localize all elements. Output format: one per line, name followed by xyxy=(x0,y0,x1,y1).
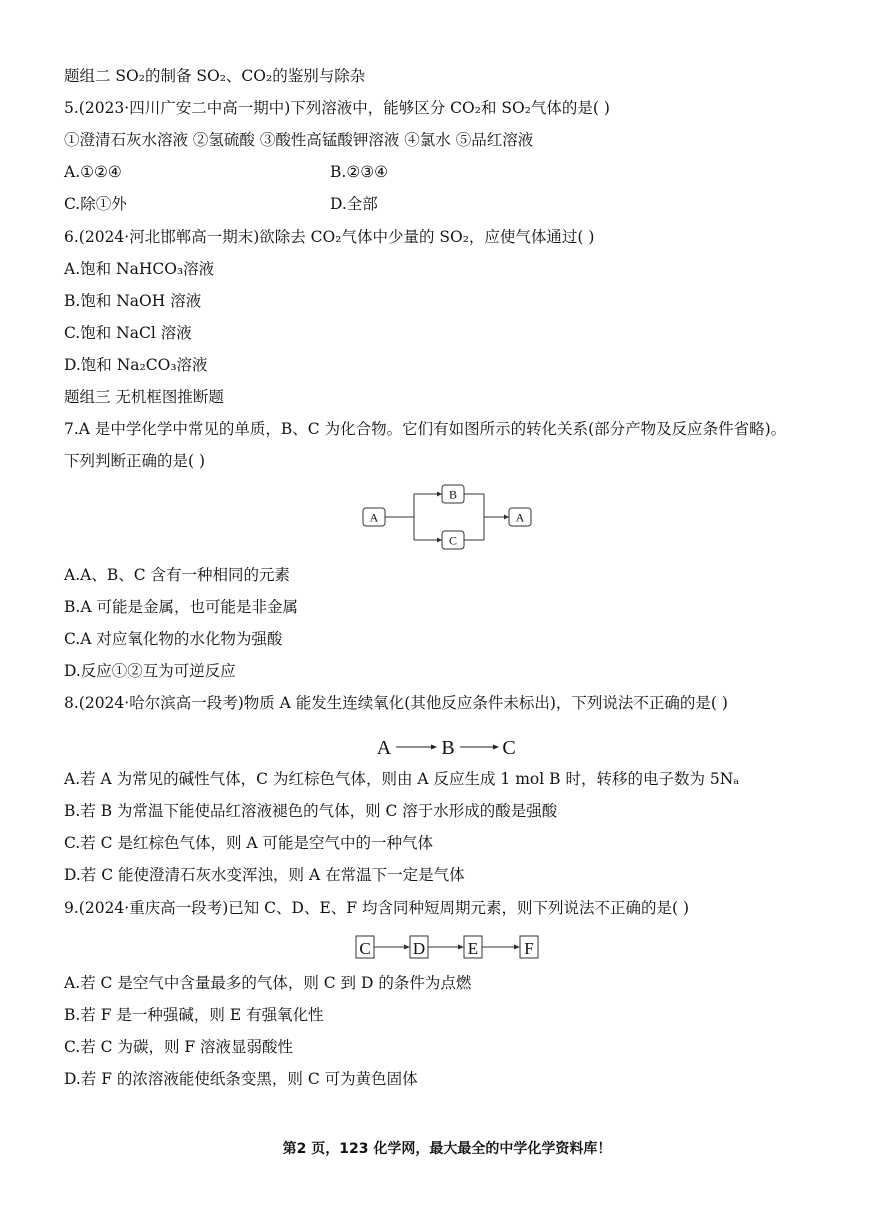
q6-option-b: B.饱和 NaOH 溶液 xyxy=(64,292,202,310)
q7-stem-line1: 7.A 是中学化学中常见的单质，B、C 为化合物。它们有如图所示的转化关系(部分产物及反应条件省略)。 xyxy=(64,420,787,438)
q7-option-c: C.A 对应氧化物的水化物为强酸 xyxy=(64,630,283,648)
q5-stem: 5.(2023·四川广安二中高一期中)下列溶液中，能够区分 CO₂和 SO₂气体的是( ) xyxy=(64,99,610,117)
q8-chain-b: B xyxy=(441,737,455,759)
q9-option-d: D.若 F 的浓溶液能使纸条变黑，则 C 可为黄色固体 xyxy=(64,1070,418,1088)
q5-option-b: B.②③④ xyxy=(330,163,389,181)
q7-diagram xyxy=(356,480,536,554)
page-footer: 第2 页，123 化学网，最大最全的中学化学资料库！ xyxy=(282,1141,612,1157)
q6-option-c: C.饱和 NaCl 溶液 xyxy=(64,324,192,342)
q9-chain-diagram xyxy=(350,925,544,961)
q7-label-a-end: A xyxy=(515,510,525,525)
group2-heading: 题组二 SO₂的制备 SO₂、CO₂的鉴别与除杂 xyxy=(64,67,366,85)
q9-option-b: B.若 F 是一种强碱，则 E 有强氧化性 xyxy=(64,1006,324,1024)
q7-option-a: A.A、B、C 含有一种相同的元素 xyxy=(64,566,290,584)
q8-option-d: D.若 C 能使澄清石灰水变浑浊，则 A 在常温下一定是气体 xyxy=(64,866,465,884)
q9-stem: 9.(2024·重庆高一段考)已知 C、D、E、F 均含同种短周期元素，则下列说法不正确的是( ) xyxy=(64,899,689,917)
q7-stem-line2: 下列判断正确的是( ) xyxy=(64,452,206,470)
q6-stem: 6.(2024·河北邯郸高一期末)欲除去 CO₂气体中少量的 SO₂，应使气体通过( ) xyxy=(64,228,595,246)
q9-option-c: C.若 C 为碳，则 F 溶液显弱酸性 xyxy=(64,1038,294,1056)
q8-chain-c: C xyxy=(502,737,516,759)
q8-chain-diagram xyxy=(372,720,522,760)
q9-chain-f: F xyxy=(524,939,534,958)
q8-chain-a: A xyxy=(376,737,392,759)
q7-label-c: C xyxy=(448,533,458,548)
q8-option-c: C.若 C 是红棕色气体，则 A 可能是空气中的一种气体 xyxy=(64,834,433,852)
q8-option-b: B.若 B 为常温下能使品红溶液褪色的气体，则 C 溶于水形成的酸是强酸 xyxy=(64,802,558,820)
q7-label-a-start: A xyxy=(369,510,379,525)
q6-option-d: D.饱和 Na₂CO₃溶液 xyxy=(64,356,208,374)
q5-reagents: ①澄清石灰水溶液 ②氢硫酸 ③酸性高锰酸钾溶液 ④氯水 ⑤品红溶液 xyxy=(64,131,534,149)
q8-option-a: A.若 A 为常见的碱性气体，C 为红棕色气体，则由 A 反应生成 1 mol B 时，转移的电子数为 5Nₐ xyxy=(64,770,740,788)
q9-option-a: A.若 C 是空气中含量最多的气体，则 C 到 D 的条件为点燃 xyxy=(64,974,472,992)
group3-heading: 题组三 无机框图推断题 xyxy=(64,388,224,406)
q7-option-b: B.A 可能是金属，也可能是非金属 xyxy=(64,598,298,616)
q6-option-a: A.饱和 NaHCO₃溶液 xyxy=(64,260,215,278)
q5-option-c: C.除①外 xyxy=(64,195,127,213)
q7-option-d: D.反应①②互为可逆反应 xyxy=(64,662,236,680)
q5-option-d: D.全部 xyxy=(330,195,378,213)
q7-label-b: B xyxy=(448,487,458,502)
q5-option-a: A.①②④ xyxy=(64,163,122,181)
q9-chain-d: D xyxy=(412,939,426,958)
q8-stem: 8.(2024·哈尔滨高一段考)物质 A 能发生连续氧化(其他反应条件未标出)，下列说法不正确的是( ) xyxy=(64,694,728,712)
q9-chain-c: C xyxy=(359,939,371,958)
q9-chain-e: E xyxy=(467,939,479,958)
